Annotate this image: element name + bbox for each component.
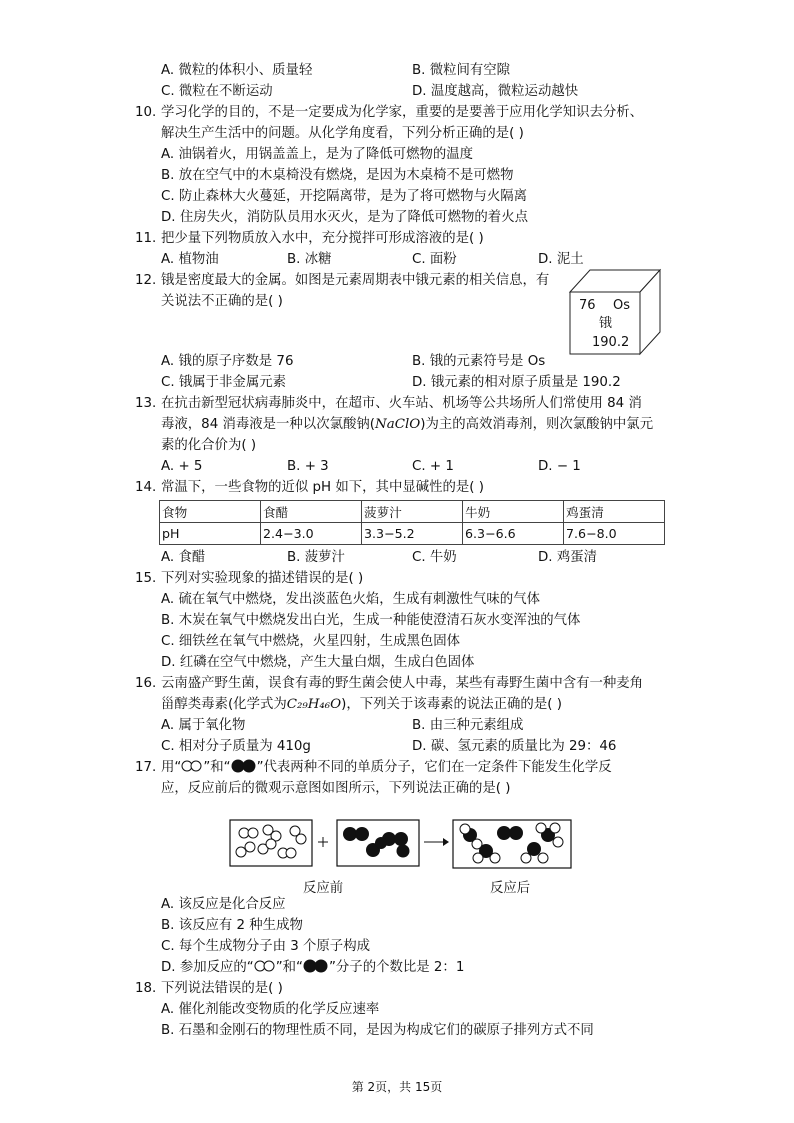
q12-stem-line2: 关说法不正确的是( ) xyxy=(161,294,283,309)
q13-stem-line3: 素的化合价为( ) xyxy=(161,438,257,453)
q16-option-d: D. 碳、氢元素的质量比为 29：46 xyxy=(412,739,617,754)
table-cell: 菠萝汁 xyxy=(362,501,463,523)
q14-number: 14. xyxy=(135,480,157,495)
q13-option-c: C. + 1 xyxy=(412,459,454,474)
label-before-reaction: 反应前 xyxy=(303,881,344,896)
q9-option-c: C. 微粒在不断运动 xyxy=(161,84,273,99)
q10-option-d: D. 住房失火，消防队员用水灭火，是为了降低可燃物的着火点 xyxy=(161,210,528,225)
table-cell: 食物 xyxy=(160,501,261,523)
q12-option-d: D. 锇元素的相对原子质量是 190.2 xyxy=(412,375,621,390)
q17-option-d xyxy=(161,959,464,977)
element-symbol: Os xyxy=(613,298,631,313)
ph-table xyxy=(159,500,665,545)
q15-option-b: B. 木炭在氧气中燃烧发出白光，生成一种能使澄清石灰水变浑浊的气体 xyxy=(161,613,581,628)
element-name: 锇 xyxy=(599,316,613,331)
q10-number: 10. xyxy=(135,105,157,120)
q18-stem: 下列说法错误的是( ) xyxy=(161,981,283,996)
q16-line2-text-end: )，下列关于该毒素的说法正确的是( ) xyxy=(341,697,562,712)
q13-option-a: A. + 5 xyxy=(161,459,203,474)
table-cell: pH xyxy=(160,523,261,545)
q10-stem-line1: 学习化学的目的，不是一定要成为化学家，重要的是要善于应用化学知识去分析、 xyxy=(161,105,644,120)
q15-option-c: C. 细铁丝在氧气中燃烧，火星四射，生成黑色固体 xyxy=(161,634,461,649)
q17-stem-line1 xyxy=(161,759,612,777)
q17-number: 17. xyxy=(135,760,157,775)
white-molecule-icon xyxy=(181,760,203,772)
q13-stem-line2 xyxy=(161,416,653,434)
q13-stem-line1: 在抗击新型冠状病毒肺炎中，在超市、火车站、机场等公共场所人们常使用 84 消 xyxy=(161,396,642,411)
table-cell: 3.3−5.2 xyxy=(362,523,463,545)
q15-option-a: A. 硫在氧气中燃烧，发出淡蓝色火焰，生成有刺激性气味的气体 xyxy=(161,592,540,607)
q14-stem: 常温下，一些食物的近似 pH 如下，其中显碱性的是( ) xyxy=(161,480,484,495)
q13-option-d: D. − 1 xyxy=(538,459,581,474)
q13-option-b: B. + 3 xyxy=(287,459,329,474)
q14-option-c: C. 牛奶 xyxy=(412,550,457,565)
white-molecule-icon xyxy=(254,960,276,972)
q17-d-text: ”分子的个数比是 2：1 xyxy=(328,960,465,975)
label-after-reaction: 反应后 xyxy=(490,881,531,896)
q14-option-d: D. 鸡蛋清 xyxy=(538,550,597,565)
table-cell: 6.3−6.6 xyxy=(463,523,564,545)
page-footer: 第 2页，共 15页 xyxy=(351,1080,443,1094)
q12-option-c: C. 锇属于非金属元素 xyxy=(161,375,286,390)
q13-number: 13. xyxy=(135,396,157,411)
q13-line2-text: 毒液，84 消毒液是一种以次氯酸钠( xyxy=(161,417,375,432)
q10-option-a: A. 油锅着火，用锅盖盖上，是为了降低可燃物的温度 xyxy=(161,147,474,162)
q16-line2-text: 甾醇类毒素(化学式为 xyxy=(161,697,287,712)
table-cell: 牛奶 xyxy=(463,501,564,523)
q18-number: 18. xyxy=(135,981,157,996)
q17-text: ”代表两种不同的单质分子，它们在一定条件下能发生化学反 xyxy=(256,760,612,775)
q17-text: 用“ xyxy=(161,760,182,775)
q12-option-b: B. 锇的元素符号是 Os xyxy=(412,354,546,369)
q17-text: ”和“ xyxy=(203,760,231,775)
q17-stem-line2: 应，反应前后的微观示意图如图所示，下列说法正确的是( ) xyxy=(161,781,511,796)
q16-stem-line2 xyxy=(161,696,562,714)
toxin-formula: C₂₉H₄₆O xyxy=(286,697,342,712)
q13-line2-text-end: )为主的高效消毒剂，则次氯酸钠中氯元 xyxy=(420,417,654,432)
q9-option-b: B. 微粒间有空隙 xyxy=(412,63,511,78)
table-cell: 鸡蛋清 xyxy=(564,501,665,523)
q10-stem-line2: 解决生产生活中的问题。从化学角度看，下列分析正确的是( ) xyxy=(161,126,524,141)
q15-number: 15. xyxy=(135,571,157,586)
reaction-diagram xyxy=(225,817,577,873)
element-atomic-mass: 190.2 xyxy=(592,335,630,350)
naclo-formula: NaClO xyxy=(375,417,421,432)
q16-number: 16. xyxy=(135,676,157,691)
q11-option-c: C. 面粉 xyxy=(412,252,457,267)
table-header-row xyxy=(160,501,665,523)
black-molecule-icon xyxy=(303,959,329,973)
table-cell: 7.6−8.0 xyxy=(564,523,665,545)
q16-stem-line1: 云南盛产野生菌，误食有毒的野生菌会使人中毒，某些有毒野生菌中含有一种麦角 xyxy=(161,676,644,691)
q11-option-d: D. 泥土 xyxy=(538,252,584,267)
q17-option-c: C. 每个生成物分子由 3 个原子构成 xyxy=(161,939,370,954)
element-atomic-number: 76 xyxy=(579,298,596,313)
q14-option-b: B. 菠萝汁 xyxy=(287,550,345,565)
q16-option-b: B. 由三种元素组成 xyxy=(412,718,524,733)
q11-option-b: B. 冰糖 xyxy=(287,252,332,267)
q16-option-c: C. 相对分子质量为 410g xyxy=(161,739,311,754)
black-molecule-icon xyxy=(231,759,257,773)
q18-option-b: B. 石墨和金刚石的物理性质不同，是因为构成它们的碳原子排列方式不同 xyxy=(161,1023,594,1038)
q15-option-d: D. 红磷在空气中燃烧，产生大量白烟，生成白色固体 xyxy=(161,655,475,670)
q9-option-d: D. 温度越高，微粒运动越快 xyxy=(412,84,579,99)
q17-option-a: A. 该反应是化合反应 xyxy=(161,897,286,912)
q11-option-a: A. 植物油 xyxy=(161,252,219,267)
q11-number: 11. xyxy=(135,231,157,246)
q14-option-a: A. 食醋 xyxy=(161,550,206,565)
q11-stem: 把少量下列物质放入水中，充分搅拌可形成溶液的是( ) xyxy=(161,231,484,246)
q18-option-a: A. 催化剂能改变物质的化学反应速率 xyxy=(161,1002,380,1017)
q17-d-text: ”和“ xyxy=(275,960,303,975)
table-cell: 2.4−3.0 xyxy=(261,523,362,545)
q17-d-text: D. 参加反应的“ xyxy=(161,960,254,975)
q10-option-b: B. 放在空气中的木桌椅没有燃烧，是因为木桌椅不是可燃物 xyxy=(161,168,514,183)
q12-option-a: A. 锇的原子序数是 76 xyxy=(161,354,294,369)
table-cell: 食醋 xyxy=(261,501,362,523)
table-row xyxy=(160,523,665,545)
q12-number: 12. xyxy=(135,273,157,288)
q15-stem: 下列对实验现象的描述错误的是( ) xyxy=(161,571,364,586)
q12-stem-line1: 锇是密度最大的金属。如图是元素周期表中锇元素的相关信息，有 xyxy=(161,273,550,288)
q16-option-a: A. 属于氧化物 xyxy=(161,718,246,733)
q10-option-c: C. 防止森林大火蔓延，开挖隔离带，是为了将可燃物与火隔离 xyxy=(161,189,528,204)
q17-option-b: B. 该反应有 2 种生成物 xyxy=(161,918,303,933)
q9-option-a: A. 微粒的体积小、质量轻 xyxy=(161,63,313,78)
